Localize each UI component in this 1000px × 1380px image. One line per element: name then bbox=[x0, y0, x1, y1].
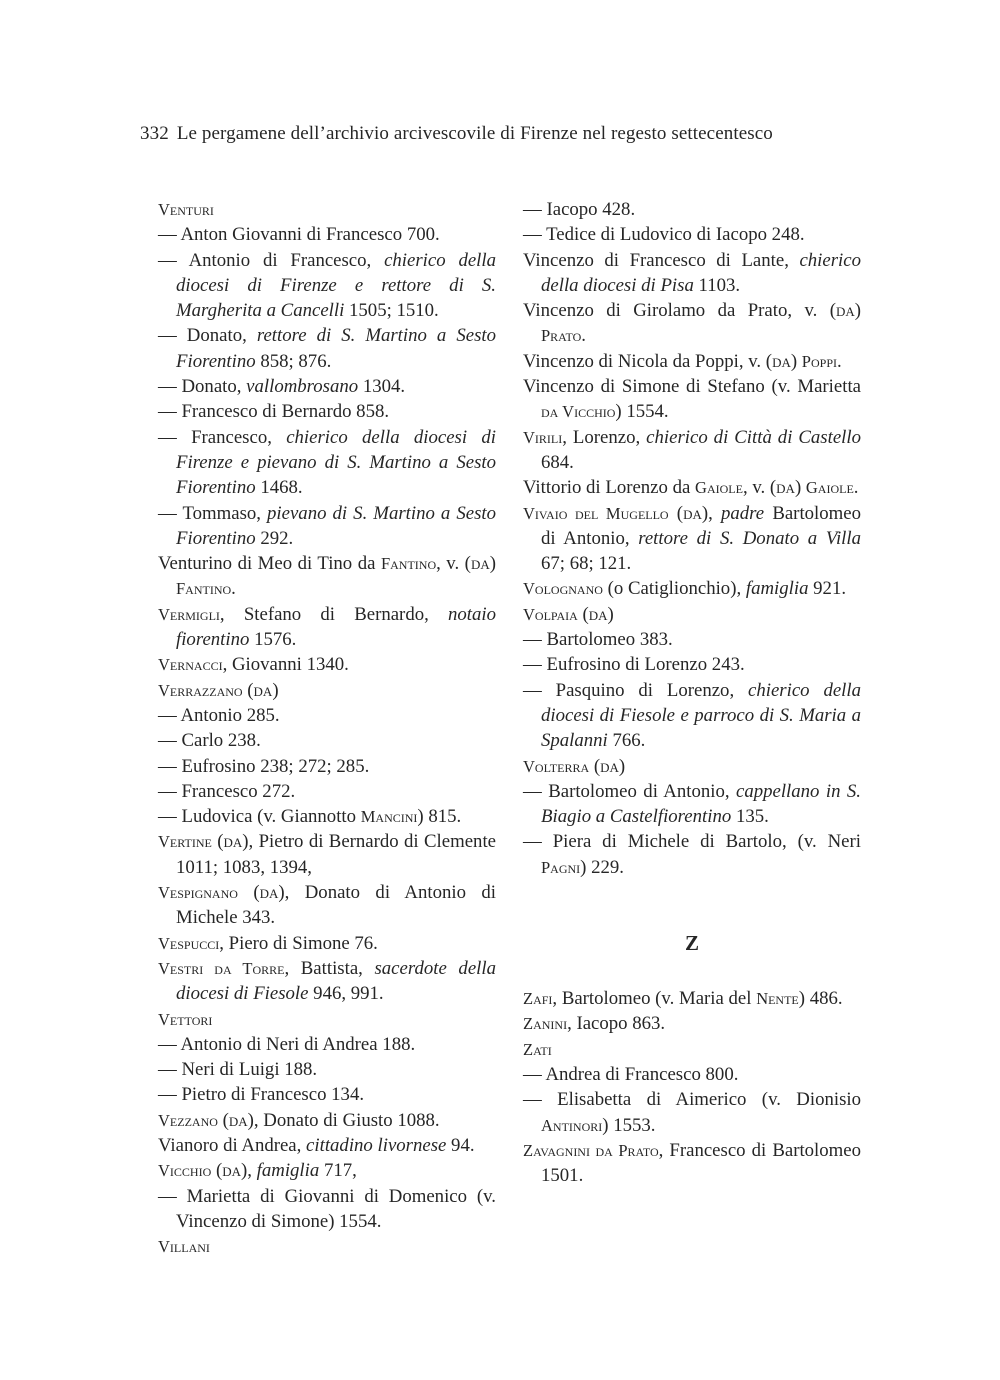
text-segment: , Iacopo 863. bbox=[567, 1013, 666, 1035]
italic-segment: vallombrosano bbox=[246, 376, 359, 398]
italic-segment: sacerdote della diocesi di Fiesole bbox=[176, 957, 496, 1005]
text-segment: Vianoro di Andrea, bbox=[158, 1134, 307, 1156]
small-caps-segment: Prato bbox=[541, 326, 582, 346]
small-caps-segment: Vespignano bbox=[158, 883, 238, 903]
text-segment: — Carlo 238. bbox=[158, 730, 261, 752]
small-caps-segment: Vettori bbox=[158, 1009, 213, 1029]
index-section-z bbox=[523, 986, 861, 1188]
index-entry bbox=[158, 374, 496, 399]
text-segment: 135. bbox=[731, 806, 769, 828]
text-segment: . bbox=[836, 350, 842, 372]
small-caps-segment: Verrazzano bbox=[158, 680, 243, 700]
index-entry bbox=[158, 678, 496, 703]
index-entry bbox=[158, 399, 496, 424]
text-segment: — Bartolomeo di Antonio, bbox=[523, 780, 736, 802]
italic-segment: chierico della diocesi di Firenze e rettore di S. Margherita a Cancelli bbox=[176, 249, 496, 322]
text-segment: ) bbox=[272, 679, 279, 701]
text-segment: Vincenzo di Girolamo da Prato, v. ( bbox=[523, 300, 836, 322]
text-segment: ), Pietro di Bernardo di Clemente 1011; 1083, 1394, bbox=[176, 831, 496, 878]
index-entry bbox=[523, 349, 861, 374]
index-entry bbox=[158, 551, 496, 602]
text-segment: ) bbox=[854, 300, 861, 322]
index-entry bbox=[523, 576, 861, 601]
text-segment: 1505; 1510. bbox=[344, 300, 439, 322]
index-entry bbox=[523, 678, 861, 754]
italic-segment: pievano di S. Martino a Sesto Fiorentino bbox=[176, 502, 496, 549]
text-segment: Vincenzo di Nicola da Poppi, v. ( bbox=[523, 350, 773, 372]
small-caps-segment: da bbox=[222, 1160, 241, 1182]
small-caps-segment: Venturi bbox=[158, 200, 214, 219]
index-entry bbox=[158, 1082, 496, 1107]
index-entry bbox=[523, 1087, 861, 1138]
italic-segment: cappellano in S. Biagio a Castelfiorentino bbox=[541, 780, 862, 828]
small-caps-segment: da bbox=[259, 882, 279, 904]
text-segment: ) 1553. bbox=[602, 1114, 656, 1136]
small-caps-segment: da bbox=[588, 603, 608, 625]
text-segment: Vincenzo di Francesco di Lante, bbox=[523, 249, 800, 271]
index-column-left bbox=[158, 197, 496, 1259]
text-segment: ), bbox=[240, 1160, 257, 1182]
text-segment: ( bbox=[242, 679, 254, 701]
italic-segment: rettore di S. Martino a Sesto Fiorentino bbox=[176, 325, 496, 372]
index-entry bbox=[523, 222, 861, 247]
index-entry bbox=[158, 1007, 496, 1032]
text-segment: ) 486. bbox=[798, 988, 843, 1010]
text-segment: — Piera di Michele di Bartolo, (v. Neri bbox=[523, 831, 861, 853]
running-header bbox=[140, 121, 773, 147]
text-segment: . bbox=[853, 477, 859, 499]
text-segment: Venturino di Meo di Tino da bbox=[158, 553, 381, 575]
small-caps-segment: Vernacci bbox=[158, 655, 223, 675]
text-segment: ) 229. bbox=[580, 856, 624, 878]
text-segment: ), bbox=[701, 502, 721, 524]
small-caps-segment: Vestri da Torre bbox=[158, 958, 285, 978]
text-segment: , Battista, bbox=[284, 957, 375, 979]
small-caps-segment: Antinori bbox=[541, 1115, 603, 1135]
italic-segment: padre bbox=[721, 502, 765, 524]
small-caps-segment: Vicchio bbox=[158, 1161, 212, 1181]
text-segment: — Tommaso, bbox=[158, 502, 268, 524]
small-caps-segment: Poppi bbox=[801, 351, 837, 371]
italic-segment: rettore di S. Donato a Villa bbox=[638, 527, 861, 549]
small-caps-segment: da bbox=[253, 679, 273, 701]
text-segment: , Stefano di Bernardo, bbox=[219, 603, 448, 625]
small-caps-segment: Fantino bbox=[380, 554, 437, 574]
text-segment: ) 1554. bbox=[615, 401, 669, 423]
text-segment: — Tedice di Ludovico di Iacopo 248. bbox=[523, 224, 805, 246]
text-segment: — Marietta di Giovanni di Domenico (v. Vincenzo di Simone) 1554. bbox=[158, 1185, 496, 1232]
text-segment: — Donato, bbox=[158, 325, 257, 347]
text-segment: , Bartolomeo (v. Maria del bbox=[552, 988, 757, 1010]
small-caps-segment: Vezzano bbox=[158, 1110, 218, 1130]
index-entry bbox=[523, 248, 861, 299]
text-segment: — Eufrosino 238; 272; 285. bbox=[158, 755, 370, 777]
index-entry bbox=[158, 222, 496, 247]
text-segment: Bartolomeo di Antonio, bbox=[541, 502, 861, 549]
small-caps-segment: da bbox=[600, 755, 619, 777]
text-segment: 67; 68; 121. bbox=[541, 553, 632, 575]
text-segment: . bbox=[231, 578, 236, 600]
text-segment: ) 815. bbox=[417, 806, 462, 828]
index-entry bbox=[523, 1062, 861, 1087]
text-segment: , Giovanni 1340. bbox=[222, 654, 349, 676]
small-caps-segment: Volognano bbox=[523, 579, 603, 599]
small-caps-segment: da bbox=[470, 553, 490, 575]
index-entry bbox=[158, 652, 496, 677]
small-caps-segment: da bbox=[776, 477, 795, 499]
running-title: Le pergamene dell’archivio arcivescovile di Firenze nel regesto settecentesco bbox=[176, 123, 773, 144]
small-caps-segment: Zati bbox=[523, 1039, 552, 1059]
index-entry bbox=[158, 728, 496, 753]
text-segment: — Iacopo 428. bbox=[523, 199, 636, 220]
section-letter-heading: Z bbox=[684, 931, 699, 956]
text-segment: — Donato, bbox=[158, 376, 247, 398]
small-caps-segment: Vertine bbox=[158, 832, 212, 852]
text-segment: 1103. bbox=[693, 274, 741, 296]
index-entry bbox=[158, 1032, 496, 1057]
text-segment: Vincenzo di Simone di Stefano (v. Marietta bbox=[523, 376, 861, 398]
index-entry bbox=[523, 779, 861, 830]
text-segment: , Lorenzo, bbox=[562, 426, 647, 448]
italic-segment: chierico di Città di Castello bbox=[646, 426, 861, 448]
index-entry bbox=[158, 779, 496, 804]
text-segment: 1304. bbox=[358, 376, 406, 398]
text-segment: , Francesco di Bartolomeo 1501. bbox=[541, 1139, 861, 1187]
index-entry bbox=[158, 956, 496, 1007]
text-segment: 717, bbox=[319, 1160, 357, 1182]
text-segment: ) bbox=[794, 477, 806, 499]
index-column-right bbox=[523, 197, 861, 1188]
index-entry bbox=[523, 425, 861, 476]
italic-segment: chierico della diocesi di Fiesole e parroco di S. Maria a Spalanni bbox=[541, 679, 861, 752]
text-segment: ), Donato di Antonio di Michele 343. bbox=[176, 882, 496, 929]
text-segment: — Ludovica (v. Giannotto bbox=[158, 806, 361, 828]
small-caps-segment: Zanini bbox=[523, 1014, 568, 1034]
index-entry bbox=[523, 475, 861, 500]
index-entry bbox=[523, 1138, 861, 1189]
text-segment: 766. bbox=[607, 730, 646, 752]
index-entry bbox=[158, 754, 496, 779]
small-caps-segment: da Vicchio bbox=[541, 402, 616, 422]
index-entry bbox=[523, 627, 861, 652]
text-segment: . bbox=[581, 325, 586, 347]
index-entry bbox=[523, 197, 861, 222]
index-entry bbox=[523, 652, 861, 677]
index-entry bbox=[523, 501, 861, 577]
text-segment: ) bbox=[618, 755, 626, 777]
index-entry bbox=[158, 1108, 496, 1133]
small-caps-segment: Vespucci bbox=[158, 933, 220, 953]
index-entry bbox=[158, 804, 496, 829]
small-caps-segment: Zavagnini da Prato bbox=[523, 1140, 659, 1160]
small-caps-segment: Volterra bbox=[523, 756, 590, 776]
small-caps-segment: Gaiole bbox=[805, 478, 854, 498]
text-segment: — Neri di Luigi 188. bbox=[158, 1059, 318, 1081]
text-segment: 858; 876. bbox=[255, 350, 332, 372]
index-entry bbox=[158, 323, 496, 374]
text-segment: — Francesco 272. bbox=[158, 780, 296, 802]
index-entry bbox=[523, 602, 861, 627]
text-segment: ) bbox=[489, 553, 496, 575]
italic-segment: famiglia bbox=[256, 1160, 320, 1182]
index-entry bbox=[523, 1011, 861, 1036]
text-segment: — Anton Giovanni di Francesco 700. bbox=[158, 224, 440, 246]
text-segment: (o Catiglionchio), bbox=[602, 578, 746, 600]
italic-segment: cittadino livornese bbox=[306, 1134, 447, 1156]
text-segment: , v. ( bbox=[436, 553, 471, 575]
text-segment: — Antonio di Francesco, bbox=[158, 249, 385, 271]
italic-segment: notaio fiorentino bbox=[176, 603, 496, 651]
text-segment: — Bartolomeo 383. bbox=[523, 629, 673, 651]
text-segment: 94. bbox=[446, 1134, 475, 1156]
index-entry bbox=[158, 1057, 496, 1082]
text-segment: — Andrea di Francesco 800. bbox=[523, 1063, 739, 1085]
text-segment: ) bbox=[790, 350, 802, 372]
text-segment: ( bbox=[237, 882, 260, 904]
text-segment: — Pietro di Francesco 134. bbox=[158, 1084, 365, 1106]
index-entry bbox=[158, 248, 496, 324]
small-caps-segment: Volpaia bbox=[523, 604, 578, 624]
text-segment: , v. ( bbox=[742, 477, 777, 499]
text-segment: — Francesco, bbox=[158, 426, 287, 448]
text-segment: — Eufrosino di Lorenzo 243. bbox=[523, 654, 745, 676]
index-entry bbox=[158, 425, 496, 501]
index-entry bbox=[523, 298, 861, 349]
text-segment: ( bbox=[217, 1109, 229, 1131]
small-caps-segment: Fantino bbox=[176, 579, 232, 599]
text-segment: ( bbox=[211, 1160, 223, 1182]
small-caps-segment: da bbox=[683, 502, 702, 524]
small-caps-segment: Zafi bbox=[523, 989, 553, 1009]
text-segment: 1468. bbox=[255, 477, 303, 499]
small-caps-segment: da bbox=[228, 1109, 248, 1131]
text-segment: — Antonio 285. bbox=[158, 704, 280, 726]
small-caps-segment: Mancini bbox=[360, 807, 418, 827]
index-entry bbox=[523, 754, 861, 779]
page-number: 332 bbox=[140, 123, 169, 144]
index-entry bbox=[523, 986, 861, 1011]
index-entry bbox=[158, 1133, 496, 1158]
small-caps-segment: Pagni bbox=[541, 857, 581, 877]
small-caps-segment: Nente bbox=[756, 989, 799, 1009]
index-entry bbox=[158, 931, 496, 956]
small-caps-segment: Gaiole bbox=[695, 478, 743, 498]
text-segment: — Pasquino di Lorenzo, bbox=[523, 679, 749, 701]
index-entry bbox=[523, 374, 861, 425]
index-entry bbox=[158, 197, 496, 222]
italic-segment: chierico della diocesi di Pisa bbox=[541, 249, 861, 296]
small-caps-segment: Villani bbox=[158, 1237, 210, 1257]
index-entry bbox=[158, 1234, 496, 1259]
text-segment: — Antonio di Neri di Andrea 188. bbox=[158, 1033, 416, 1055]
index-entry bbox=[158, 880, 496, 931]
index-entry bbox=[523, 829, 861, 880]
text-segment: , Piero di Simone 76. bbox=[219, 932, 378, 954]
small-caps-segment: da bbox=[772, 350, 791, 372]
text-segment: 684. bbox=[541, 451, 574, 473]
text-segment: — Elisabetta di Aimerico (v. Dionisio bbox=[523, 1089, 861, 1111]
small-caps-segment: Vivaio del Mugello bbox=[523, 503, 669, 523]
small-caps-segment: da bbox=[835, 300, 855, 322]
text-segment: 921. bbox=[808, 578, 847, 600]
index-section-v-continued bbox=[523, 197, 861, 880]
text-segment: 946, 991. bbox=[308, 983, 384, 1005]
text-segment: ), Donato di Giusto 1088. bbox=[247, 1109, 440, 1131]
text-segment: Vittorio di Lorenzo da bbox=[523, 477, 696, 499]
text-segment: ( bbox=[211, 831, 224, 853]
small-caps-segment: da bbox=[223, 831, 243, 853]
italic-segment: chierico della diocesi di Firenze e pievano di S. Martino a Sesto Fiorentino bbox=[176, 426, 496, 499]
small-caps-segment: Virili bbox=[523, 427, 563, 447]
index-entry bbox=[158, 1184, 496, 1235]
index-entry bbox=[158, 602, 496, 653]
text-segment: ) bbox=[607, 603, 614, 625]
text-segment: 292. bbox=[255, 527, 294, 549]
index-entry bbox=[158, 703, 496, 728]
index-entry bbox=[523, 1037, 861, 1062]
italic-segment: famiglia bbox=[745, 578, 809, 600]
small-caps-segment: Vermigli bbox=[158, 604, 220, 624]
text-segment: ( bbox=[668, 502, 684, 524]
text-segment: 1576. bbox=[249, 629, 297, 651]
index-entry bbox=[158, 829, 496, 880]
text-segment: — Francesco di Bernardo 858. bbox=[158, 401, 390, 423]
index-entry bbox=[158, 501, 496, 552]
index-entry bbox=[158, 1158, 496, 1183]
text-segment: ( bbox=[577, 603, 589, 625]
text-segment: ( bbox=[589, 755, 601, 777]
